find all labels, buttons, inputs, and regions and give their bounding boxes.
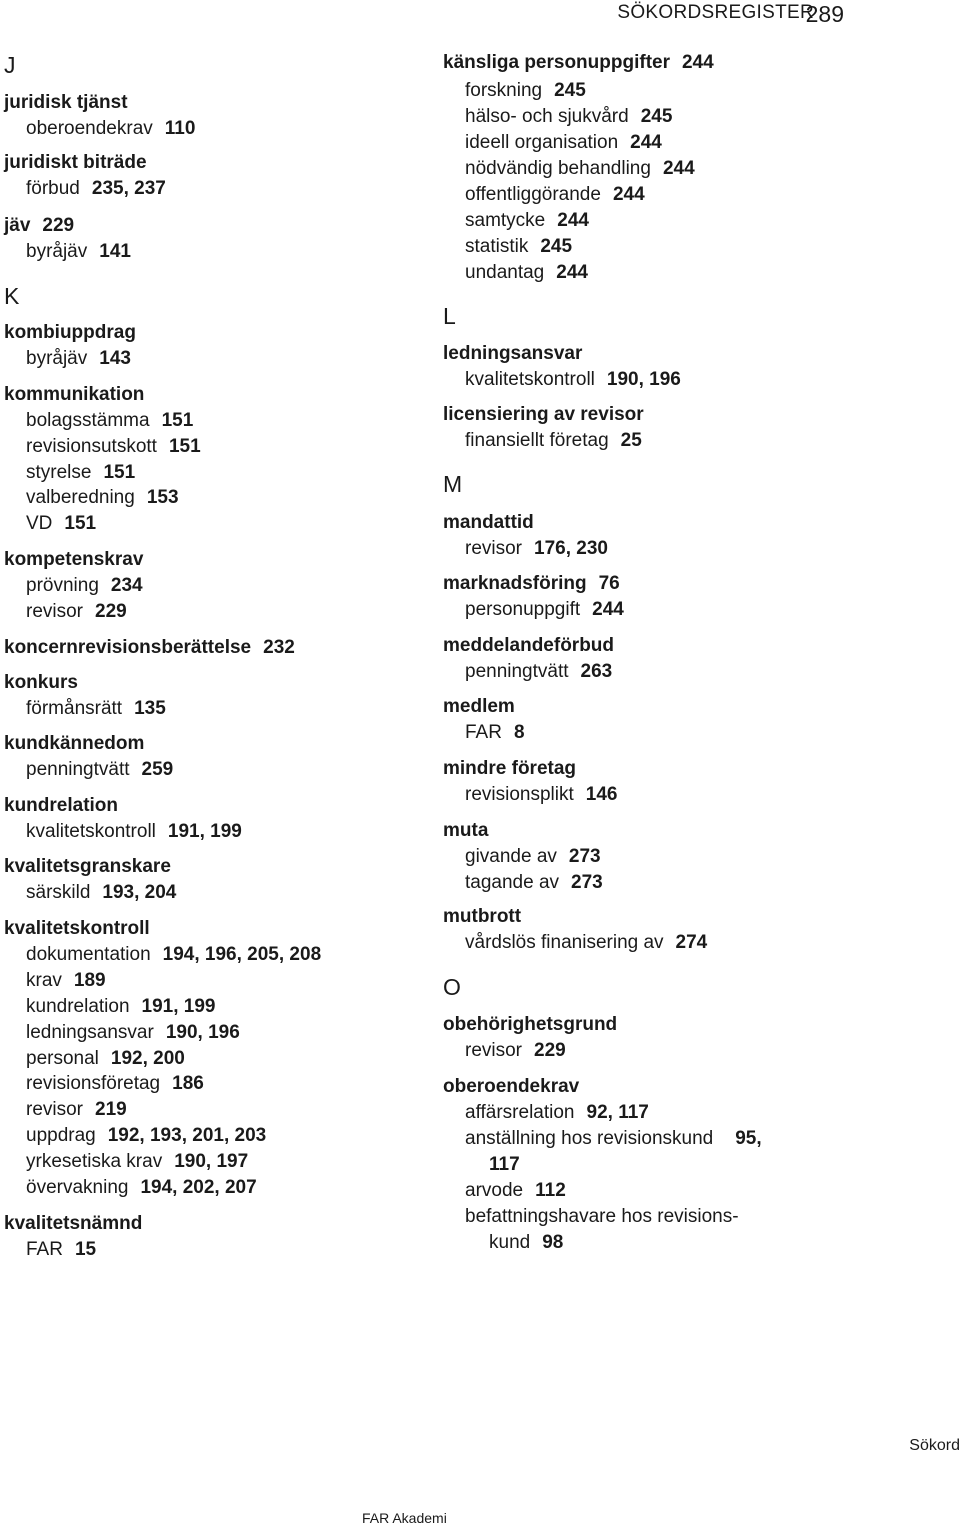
entry-term: känsliga personuppgifter: [443, 52, 670, 73]
index-letter-heading: [443, 974, 461, 1001]
entry-term: FAR: [465, 722, 502, 743]
entry-term: juridiskt biträde: [4, 152, 147, 173]
entry-term: penningtvätt: [26, 759, 130, 780]
entry-page-refs: 95,: [735, 1128, 762, 1149]
index-entry: [4, 152, 147, 174]
index-entry: [4, 795, 118, 817]
entry-term: kvalitetskontroll: [26, 821, 156, 842]
entry-page-refs: 263: [580, 661, 613, 682]
index-subentry: [443, 1232, 563, 1254]
entry-page-refs: 190, 197: [174, 1151, 249, 1172]
entry-page-refs: 244: [662, 158, 695, 179]
header-title: SÖKORDSREGISTER: [617, 2, 814, 23]
index-subentry: [443, 80, 586, 102]
entry-page-refs: 194, 202, 207: [140, 1177, 257, 1198]
index-subentry: [443, 932, 707, 954]
entry-page-refs: 193, 204: [102, 882, 177, 903]
entry-term: offentliggörande: [465, 184, 601, 205]
index-subentry: [443, 132, 662, 154]
entry-page-refs: 245: [540, 236, 573, 257]
index-entry: [4, 322, 136, 344]
index-entry: [4, 549, 143, 571]
letter-text: O: [443, 974, 461, 1000]
index-subentry: [4, 462, 135, 484]
entry-term: personuppgift: [465, 599, 581, 620]
index-entry: [443, 820, 488, 842]
index-subentry: [4, 1099, 127, 1121]
entry-page-refs: 229: [42, 215, 75, 236]
entry-term: kombiuppdrag: [4, 322, 136, 343]
letter-text: M: [443, 471, 463, 497]
index-subentry: [4, 487, 179, 509]
index-subentry: [4, 1151, 248, 1173]
entry-page-refs: 245: [640, 106, 673, 127]
index-subentry: [4, 1177, 257, 1199]
entry-term: obehörighetsgrund: [443, 1014, 618, 1035]
entry-term: ledningsansvar: [443, 343, 583, 364]
entry-page-refs: 112: [535, 1180, 566, 1201]
entry-term: statistik: [465, 236, 529, 257]
index-subentry: [4, 178, 166, 200]
entry-page-refs: 229: [534, 1040, 566, 1061]
entry-term: meddelandeförbud: [443, 635, 615, 656]
entry-term: arvode: [465, 1180, 524, 1201]
entry-term: vårdslös finanisering av: [465, 932, 664, 953]
entry-page-refs: 92, 117: [586, 1102, 649, 1123]
index-letter-heading: [443, 471, 462, 498]
entry-term: FAR: [26, 1239, 63, 1260]
index-subentry: [4, 821, 242, 843]
entry-term: kvalitetsnämnd: [4, 1213, 143, 1234]
index-subentry: [443, 784, 617, 806]
entry-term: mandattid: [443, 512, 534, 533]
index-subentry: [4, 601, 127, 623]
entry-term: kund: [489, 1232, 531, 1253]
index-entry: [4, 637, 295, 659]
index-subentry: [4, 882, 176, 904]
index-entry: [4, 733, 144, 755]
entry-page-refs: 234: [110, 575, 143, 596]
entry-page-refs: 273: [571, 872, 603, 893]
index-subentry: [4, 996, 216, 1018]
index-subentry: [443, 538, 608, 560]
entry-term: revisor: [26, 1099, 84, 1120]
entry-term: revisor: [465, 1040, 523, 1061]
entry-page-refs: 141: [99, 241, 131, 262]
index-subentry: [443, 210, 589, 232]
index-subentry: [4, 348, 131, 370]
index-subentry: [443, 430, 642, 452]
index-subentry: [443, 1154, 520, 1176]
index-entry: [443, 696, 515, 718]
entry-term: personal: [26, 1048, 99, 1069]
running-header: [617, 2, 814, 24]
entry-term: förbud: [26, 178, 80, 199]
index-subentry: [443, 846, 601, 868]
entry-term: ledningsansvar: [26, 1022, 154, 1043]
entry-page-refs: 176, 230: [534, 538, 608, 559]
entry-page-refs: 245: [554, 80, 586, 101]
index-subentry: [443, 1102, 649, 1124]
entry-page-refs: 151: [103, 462, 136, 483]
entry-page-refs: 274: [675, 932, 708, 953]
index-subentry: [4, 410, 193, 432]
entry-page-refs: 117: [489, 1154, 520, 1175]
index-subentry: [443, 1128, 762, 1150]
entry-page-refs: 244: [612, 184, 645, 205]
entry-term: licensiering av revisor: [443, 404, 644, 425]
entry-page-refs: 232: [263, 637, 295, 658]
index-entry: [443, 758, 576, 780]
entry-term: tagande av: [465, 872, 560, 893]
entry-term: dokumentation: [26, 944, 151, 965]
entry-term: kvalitetskontroll: [4, 918, 150, 939]
entry-term: kundrelation: [4, 795, 119, 816]
index-subentry: [4, 1239, 96, 1261]
index-entry: [4, 384, 144, 406]
entry-page-refs: 146: [585, 784, 618, 805]
index-letter-heading: [4, 283, 19, 310]
index-subentry: [4, 575, 143, 597]
entry-term: byråjäv: [26, 348, 88, 369]
entry-term: befattningshavare hos revisions-: [465, 1206, 739, 1227]
entry-term: kundrelation: [26, 996, 130, 1017]
entry-term: prövning: [26, 575, 99, 596]
entry-term: kvalitetskontroll: [465, 369, 595, 390]
index-letter-heading: [443, 303, 456, 330]
entry-term: övervakning: [26, 1177, 129, 1198]
entry-page-refs: 190, 196: [165, 1022, 240, 1043]
entry-term: mindre företag: [443, 758, 577, 779]
entry-page-refs: 191, 199: [141, 996, 216, 1017]
index-entry: [443, 635, 614, 657]
entry-term: marknadsföring: [443, 573, 587, 594]
entry-term: anställning hos revisionskund: [465, 1128, 714, 1149]
entry-page-refs: 192, 200: [110, 1048, 185, 1069]
entry-term: medlem: [443, 696, 515, 717]
index-subentry: [443, 184, 645, 206]
entry-page-refs: 98: [542, 1232, 564, 1253]
entry-term: kvalitetsgranskare: [4, 856, 171, 877]
entry-page-refs: 76: [598, 573, 620, 594]
entry-term: yrkesetiska krav: [26, 1151, 163, 1172]
entry-term: givande av: [465, 846, 557, 867]
entry-page-refs: 244: [592, 599, 624, 620]
entry-term: forskning: [465, 80, 543, 101]
index-subentry: [4, 1125, 266, 1147]
entry-term: kundkännedom: [4, 733, 145, 754]
entry-term: krav: [26, 970, 62, 991]
index-subentry: [4, 241, 131, 263]
entry-term: revisionsplikt: [465, 784, 574, 805]
index-entry: [443, 512, 534, 534]
index-entry: [4, 918, 150, 940]
entry-term: valberedning: [26, 487, 135, 508]
index-subentry: [4, 944, 321, 966]
entry-term: kompetenskrav: [4, 549, 144, 570]
entry-term: byråjäv: [26, 241, 88, 262]
index-subentry: [4, 759, 173, 781]
entry-term: nödvändig behandling: [465, 158, 651, 179]
index-subentry: [443, 1040, 566, 1062]
entry-page-refs: 244: [630, 132, 662, 153]
index-entry: [4, 92, 128, 114]
index-entry: [4, 215, 74, 237]
entry-term: koncernrevisionsberättelse: [4, 637, 252, 658]
entry-term: styrelse: [26, 462, 92, 483]
entry-term: oberoendekrav: [443, 1076, 580, 1097]
index-entry: [443, 1014, 617, 1036]
entry-term: samtycke: [465, 210, 546, 231]
entry-page-refs: 244: [556, 262, 588, 283]
entry-term: juridisk tjänst: [4, 92, 128, 113]
entry-term: undantag: [465, 262, 545, 283]
index-subentry: [443, 106, 672, 128]
entry-term: muta: [443, 820, 489, 841]
index-subentry: [443, 1180, 566, 1202]
entry-page-refs: 151: [161, 410, 194, 431]
entry-page-refs: 219: [95, 1099, 127, 1120]
entry-term: hälso- och sjukvård: [465, 106, 629, 127]
index-entry: [443, 52, 714, 74]
index-subentry: [443, 369, 681, 391]
entry-term: VD: [26, 513, 53, 534]
entry-term: konkurs: [4, 672, 78, 693]
index-letter-heading: [4, 52, 16, 79]
entry-term: oberoendekrav: [26, 118, 153, 139]
letter-text: J: [4, 52, 16, 78]
entry-page-refs: 186: [172, 1073, 204, 1094]
entry-page-refs: 15: [74, 1239, 97, 1260]
entry-term: kommunikation: [4, 384, 145, 405]
entry-term: jäv: [4, 215, 31, 236]
index-entry: [443, 1076, 579, 1098]
entry-page-refs: 244: [557, 210, 589, 231]
entry-term: bolagsstämma: [26, 410, 150, 431]
entry-page-refs: 135: [134, 698, 166, 719]
entry-term: revisionsutskott: [26, 436, 157, 457]
footer-publisher: FAR Akademi: [362, 1510, 447, 1526]
index-entry: [443, 906, 521, 928]
entry-page-refs: 235, 237: [91, 178, 166, 199]
entry-term: revisor: [26, 601, 84, 622]
letter-text: K: [4, 283, 20, 309]
entry-page-refs: 151: [168, 436, 201, 457]
index-entry: [4, 856, 171, 878]
entry-page-refs: 190, 196: [606, 369, 681, 390]
entry-page-refs: 192, 193, 201, 203: [107, 1125, 267, 1146]
index-subentry: [443, 262, 588, 284]
index-subentry: [4, 513, 96, 535]
index-entry: [443, 343, 582, 365]
index-subentry: [443, 661, 612, 683]
entry-page-refs: 191, 199: [167, 821, 242, 842]
entry-page-refs: 8: [513, 722, 525, 743]
entry-page-refs: 110: [164, 118, 196, 139]
index-subentry: [4, 1073, 204, 1095]
index-entry: [443, 573, 620, 595]
index-subentry: [4, 436, 201, 458]
entry-page-refs: 273: [568, 846, 601, 867]
index-subentry: [4, 1022, 240, 1044]
index-entry: [4, 672, 78, 694]
entry-term: finansiellt företag: [465, 430, 609, 451]
entry-term: affärsrelation: [465, 1102, 575, 1123]
index-subentry: [443, 1206, 739, 1228]
entry-term: uppdrag: [26, 1125, 96, 1146]
index-subentry: [4, 970, 106, 992]
entry-page-refs: 244: [681, 52, 714, 73]
entry-term: revisionsföretag: [26, 1073, 161, 1094]
entry-term: särskild: [26, 882, 91, 903]
letter-text: L: [443, 303, 456, 329]
entry-term: revisor: [465, 538, 523, 559]
entry-page-refs: 143: [99, 348, 131, 369]
index-subentry: [4, 1048, 185, 1070]
entry-page-refs: 25: [620, 430, 642, 451]
index-subentry: [443, 722, 525, 744]
index-subentry: [443, 236, 572, 258]
footer-right-text: Sökord: [909, 1437, 960, 1454]
entry-page-refs: 151: [64, 513, 97, 534]
index-subentry: [443, 872, 603, 894]
index-subentry: [4, 698, 166, 720]
entry-page-refs: 229: [95, 601, 127, 622]
entry-term: mutbrott: [443, 906, 522, 927]
entry-page-refs: 153: [146, 487, 179, 508]
index-entry: [443, 404, 644, 426]
index-subentry: [443, 158, 695, 180]
index-subentry: [4, 118, 195, 140]
page-number: 289: [805, 1, 844, 27]
entry-term: penningtvätt: [465, 661, 569, 682]
entry-term: ideell organisation: [465, 132, 619, 153]
entry-page-refs: 194, 196, 205, 208: [162, 944, 322, 965]
index-entry: [4, 1213, 142, 1235]
index-subentry: [443, 599, 624, 621]
entry-page-refs: 259: [141, 759, 174, 780]
entry-page-refs: 189: [73, 970, 106, 991]
entry-term: förmånsrätt: [26, 698, 123, 719]
